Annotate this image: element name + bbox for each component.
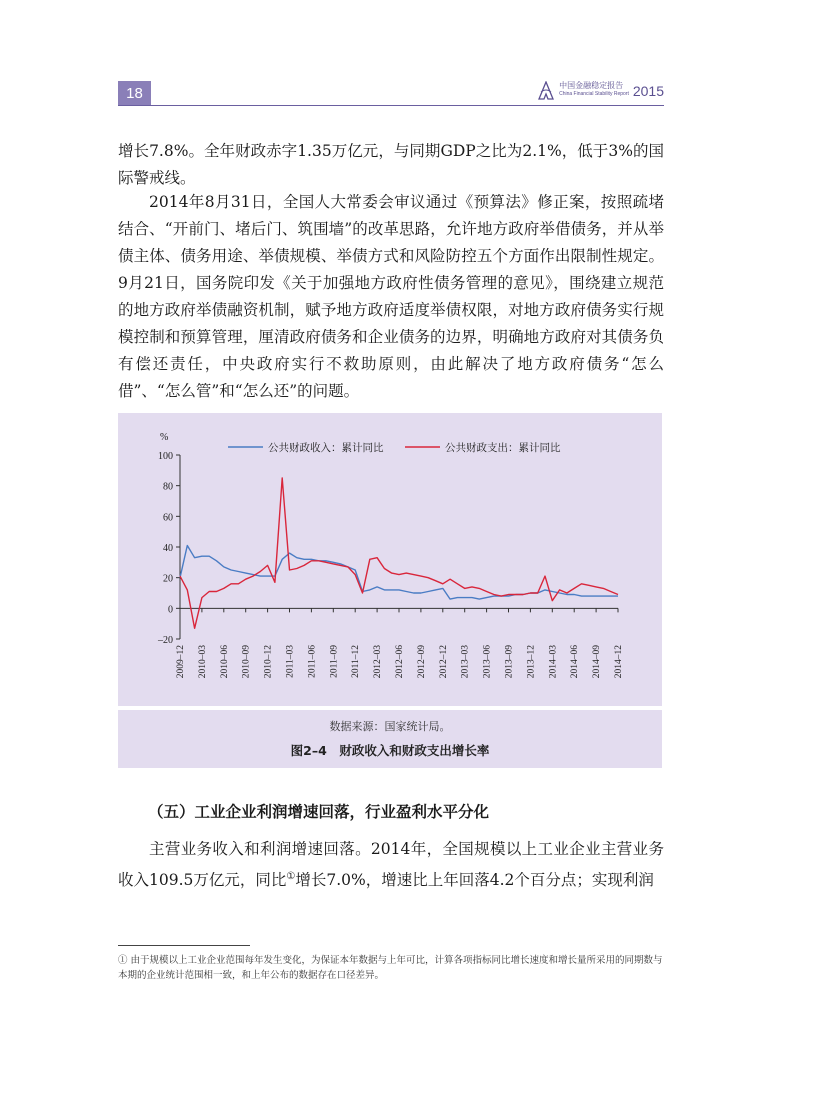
footnote-rule	[118, 945, 250, 946]
y-tick-label: –20	[158, 635, 173, 646]
brand-title-en: China Financial Stability Report	[559, 91, 629, 97]
footnote-marker: ①	[286, 871, 296, 882]
section-heading: （五）工业企业利润增速回落，行业盈利水平分化	[148, 803, 490, 821]
x-tick-label: 2010–06	[219, 645, 230, 679]
brand-year: 2015	[632, 83, 664, 99]
figure-separator	[118, 706, 662, 710]
paragraph-3	[118, 836, 664, 894]
paragraph-3-part-b: 增长7.0%，增速比上年回落4.2个百分点；实现利润	[295, 871, 654, 890]
x-tick-label: 2013–06	[482, 645, 493, 679]
y-tick-label: 80	[163, 481, 173, 493]
legend-label-1: 公共财政收入：累计同比	[268, 442, 384, 454]
x-tick-label: 2014–09	[592, 645, 603, 679]
x-tick-label: 2014–12	[614, 645, 624, 679]
legend-label-2: 公共财政支出：累计同比	[445, 442, 561, 454]
x-tick-label: 2012–06	[395, 645, 405, 679]
y-tick-label: 0	[168, 604, 173, 616]
report-logo-icon	[537, 81, 555, 105]
y-tick-label: 40	[163, 543, 173, 554]
page-number: 18	[118, 81, 151, 106]
x-tick-label: 2011–12	[351, 645, 362, 678]
x-tick-label: 2013–09	[504, 645, 515, 679]
x-tick-label: 2013–03	[460, 645, 471, 679]
y-axis-unit: %	[160, 432, 169, 443]
footnote: ① 由于规模以上工业企业范围每年发生变化，为保证本年数据与上年可比，计算各项指标同比增长速度和增长量所采用的同期数与本期的企业统计范围相一致，和上年公布的数据存在口径差异。	[118, 955, 663, 981]
x-tick-label: 2010–03	[197, 645, 208, 679]
x-tick-label: 2010–12	[263, 645, 274, 679]
figure-source: 数据来源：国家统计局。	[329, 720, 451, 733]
x-tick-label: 2009–12	[176, 645, 186, 679]
fiscal-growth-chart	[118, 413, 662, 706]
x-tick-label: 2011–09	[329, 645, 340, 678]
y-tick-label: 100	[158, 451, 173, 462]
x-tick-label: 2011–06	[307, 645, 318, 678]
paragraph-2: 2014年8月31日，全国人大常委会审议通过《预算法》修正案，按照疏堵结合、“开前门、堵后门、筑围墙”的改革思路，允许地方政府举借债务，并从举债主体、债务用途、举债规模、举债方式和风险防控五个方面作出限制性规定。9月21日，国务院印发《关于加强地方政府性债务管理的意见》，围绕建立规范的地方政府举债融资机制，赋予地方政府适度举债权限，对地方政府债务实行规模控制和预算管理，厘清政府债务和企业债务的边界，明确地方政府对其债务负有偿还责任，中央政府实行不救助原则，由此解决了地方政府债务“怎么借”、“怎么管”和“怎么还”的问题。	[118, 193, 664, 400]
paragraph-1: 增长7.8%。全年财政赤字1.35万亿元，与同期GDP之比为2.1%，低于3%的国际警戒线。	[118, 142, 664, 187]
series-line-1	[180, 546, 618, 600]
series-line-2	[180, 478, 618, 628]
x-tick-label: 2010–09	[241, 645, 252, 679]
paragraph-3-part-a: 主营业务收入和利润增速回落。2014年，全国规模以上工业企业主营业务收入109.5万亿元，同比	[118, 840, 664, 890]
brand-title-cn: 中国金融稳定报告	[559, 81, 624, 90]
x-tick-label: 2013–12	[526, 645, 537, 679]
figure-caption: 图2–4 财政收入和财政支出增长率	[290, 743, 490, 758]
x-tick-label: 2012–03	[373, 645, 384, 679]
x-tick-label: 2012–09	[416, 645, 427, 679]
x-tick-label: 2014–03	[548, 645, 559, 679]
header-divider	[118, 105, 664, 106]
y-tick-label: 60	[163, 512, 173, 524]
x-tick-label: 2011–03	[285, 645, 296, 678]
report-brand	[537, 81, 664, 105]
x-tick-label: 2014–06	[570, 645, 581, 679]
y-tick-label: 20	[163, 573, 173, 585]
x-tick-label: 2012–12	[438, 645, 449, 679]
